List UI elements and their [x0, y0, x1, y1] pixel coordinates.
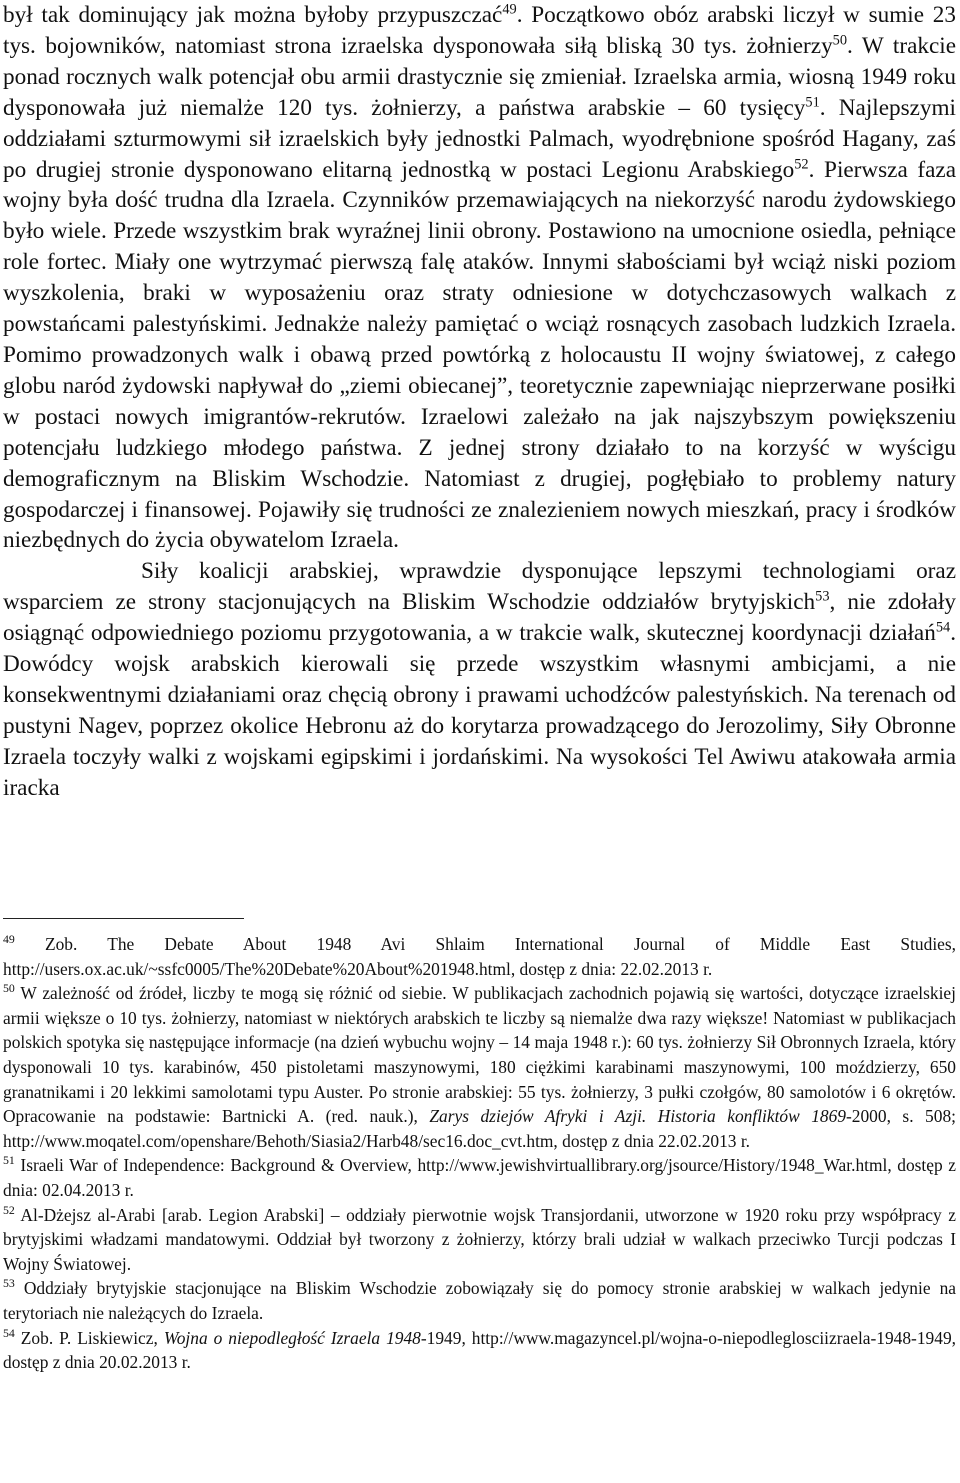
footnote-number: 51	[3, 1153, 15, 1168]
footnote-ref-50: 50	[832, 32, 848, 49]
footnote-number: 52	[3, 1202, 15, 1217]
footnote-text: -2000, s. 508; http://www.moqatel.com/openshare/Behoth/Siasia2/Harb48/sec16.doc_cvt.htm, dostęp z dnia 22.02.2013 r.	[3, 1106, 956, 1151]
footnote-54	[3, 1326, 956, 1375]
footnote-ref-54: 54	[935, 619, 951, 636]
main-text	[3, 0, 956, 804]
footnotes	[3, 932, 956, 1375]
footnote-number: 53	[3, 1276, 15, 1291]
text-run: . W trakcie ponad rocznych walk potencjał obu armii drastycznie się zmieniał. Izraelska armia, wiosną 1949 roku dysponowała już niemalże 120 tys. żołnierzy, a państwa arabskie – 60 tysięcy	[3, 32, 956, 121]
footnote-ref-53: 53	[815, 588, 830, 605]
footnote-ref-52: 52	[794, 155, 809, 172]
footnote-ref-51: 51	[805, 93, 820, 110]
text-run: . Pierwsza faza wojny była dość trudna dla Izraela. Czynników przemawiających na niekorzyść narodu żydowskiego było wiele. Przede wszystkim brak wyraźnej linii obrony. Postawiono na umocnione osiedla, pełniące role fortec. Miały one wytrzymać pierwszą falę ataków. Innymi słabościami był wciąż niski poziom wyszkolenia, braki w wyposażeniu oraz straty odniesione w dotychczasowych walkach z powstańcami palestyńskimi. Jednakże należy pamiętać o wciąż rosnących zasobach ludzkich Izraela. Pomimo prowadzonych walk i obawą przed powtórką z holocaustu II wojny światowej, z całego globu naród żydowski napływał do „ziemi obiecanej”, teoretycznie zapewniając nieprzerwane posiłki w postaci nowych imigrantów-rekrutów. Izraelowi zależało na jak najszybszym powiększeniu potencjału ludzkiego młodego państwa. Z jednej strony działało to na korzyść w wyścigu demograficznym na Bliskim Wschodzie. Natomiast z drugiej, pogłębiało to problemy natury gospodarczej i finansowej. Pojawiły się trudności ze znalezieniem nowych mieszkań, pracy i środków niezbędnych do życia obywatelom Izraela.	[3, 156, 956, 554]
footnote-53	[3, 1276, 956, 1325]
text-run: . Początkowo obóz arabski liczył w sumie 23 tys. bojowników, natomiast strona izraelska dysponowała siłą bliską 30 tys. żołnierzy	[3, 2, 956, 59]
footnote-book-title: Zarys dziejów Afryki i Azji. Historia konfliktów 1869	[429, 1106, 846, 1127]
footnote-number: 54	[3, 1325, 15, 1340]
footnote-49	[3, 932, 956, 981]
footnote-number: 50	[3, 981, 15, 996]
footnote-text: Oddziały brytyjskie stacjonujące na Bliskim Wschodzie zobowiązały się do pomocy stronie arabskiej w walkach jedynie na terytoriach nie należących do Izraela.	[3, 1278, 956, 1323]
footnote-text: Zob. The Debate About 1948 Avi Shlaim International Journal of Middle East Studies, http://users.ox.ac.uk/~ssfc0005/The%20Debate%20About%201948.html, dostęp z dnia: 22.02.2013 r.	[3, 934, 956, 979]
text-run: . Najlepszymi oddziałami szturmowymi sił izraelskich były jednostki Palmach, wyodrębnione spośród Hagany, zaś po drugiej stronie dysponowano elitarną jednostką w postaci Legionu Arabskiego	[3, 94, 956, 183]
text-run: był tak dominujący jak można byłoby przypuszczać	[3, 2, 503, 28]
footnote-51	[3, 1153, 956, 1202]
footnote-text: -1949, http://www.magazyncel.pl/wojna-o-niepodleglosciizraela-1948-1949, dostęp z dnia 20.02.2013 r.	[3, 1327, 956, 1373]
footnote-text: W zależność od źródeł, liczby te mogą się różnić od siebie. W publikacjach zachodnich pojawią się wartości, dotyczące izraelskiej armii większe o 10 tys. żołnierzy, natomiast w niektórych arabskich te liczby są niemalże dwa razy większe! Natomiast w publikacjach polskich spotyka się następujące informacje (na dzień wybuchu wojny – 14 maja 1948 r.): 60 tys. żołnierzy Sił Obronnych Izraela, który dysponowali 10 tys. karabinów, 450 pistoletami maszynowymi, 180 ciężkimi karabinami maszynowymi, 100 moździerzy, 650 granatnikami i 20 lekkimi samolotami typu Auster. Po stronie arabskiej: 55 tys. żołnierzy, 3 pułki czołgów, 80 samolotów i 6 okrętów. Opracowanie na podstawie: Bartnicki A. (red. nauk.),	[3, 983, 956, 1127]
footnote-book-title: Wojna o niepodległość Izraela 1948	[163, 1327, 421, 1348]
footnote-text: Al-Dżejsz al-Arabi [arab. Legion Arabski] – oddziały pierwotnie wojsk Transjordanii, utworzone w 1920 roku przy współpracy z brytyjskimi władzami mandatowymi. Oddział był tworzony z żołnierzy, którzy brali udział w walkach przeciwko Turcji podczas I Wojny Światowej.	[3, 1204, 956, 1274]
text-run: , nie zdołały osiągnąć odpowiedniego poziomu przygotowania, a w trakcie walk, skutecznej koordynacji działań	[3, 589, 957, 647]
paragraph-1	[3, 0, 956, 556]
footnote-text: Israeli War of Independence: Background & Overview, http://www.jewishvirtuallibrary.org/jsource/History/1948_War.html, dostęp z dnia: 02.04.2013 r.	[3, 1155, 956, 1200]
text-run: . Dowódcy wojsk arabskich kierowali się przede wszystkim własnymi ambicjami, a nie konsekwentnymi działaniami oraz chęcią obrony i prawami uchodźców palestyńskich. Na terenach od pustyni Nagev, poprzez okolice Hebronu aż do korytarza prowadzącego do Jerozolimy, Siły Obronne Izraela toczyły walki z wojskami egipskimi i jordańskimi. Na wysokości Tel Awiwu atakowała armia iracka	[3, 620, 956, 801]
footnote-ref-49: 49	[502, 1, 517, 18]
text-run: Siły koalicji arabskiej, wprawdzie dysponujące lepszymi technologiami oraz wsparciem ze strony stacjonujących na Bliskim Wschodzie oddziałów brytyjskich	[3, 558, 956, 616]
footnote-number: 49	[3, 932, 15, 947]
footnote-52	[3, 1203, 956, 1277]
paragraph-2	[3, 556, 956, 803]
footnote-separator	[3, 918, 244, 919]
footnote-50	[3, 981, 956, 1153]
footnote-text: Zob. P. Liskiewicz,	[14, 1327, 164, 1348]
